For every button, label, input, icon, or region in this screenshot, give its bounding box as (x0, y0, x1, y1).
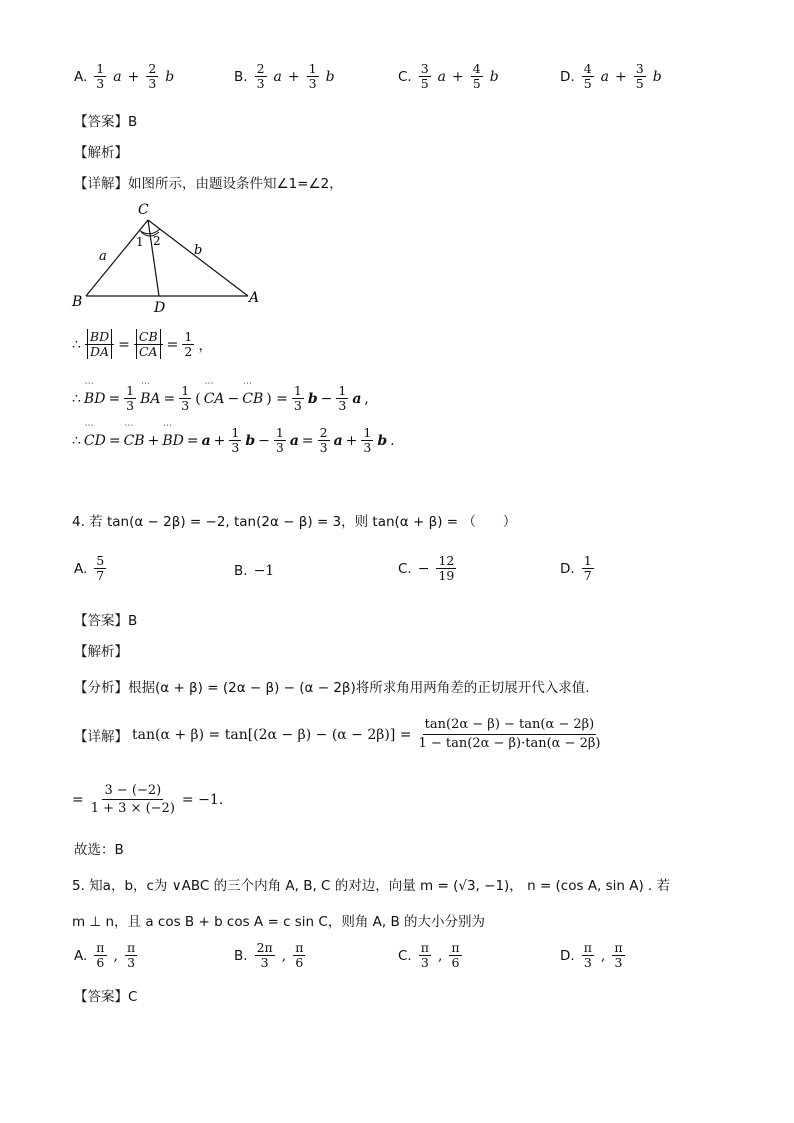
q4-option-d: D. $\frac{1}{7}$ (560, 553, 592, 583)
q4-analysis-label: 【解析】 (74, 644, 128, 660)
angle-2-label: 2 (153, 234, 161, 248)
fraction: $\frac{1}{3}$ (96, 61, 105, 91)
fraction: $\frac{3}{5}$ (635, 61, 644, 91)
q5-option-c: C. $\frac{\pi}{3}$ , $\frac{\pi}{6}$ (398, 940, 460, 970)
q4-option-c: C. − $\frac{12}{19}$ (398, 553, 455, 583)
triangle-figure (66, 198, 276, 314)
fraction: $\frac{1}{3}$ (308, 61, 317, 91)
q5-answer: 【答案】C (74, 989, 138, 1005)
side-b: b (194, 243, 203, 258)
fraction: $\frac{2}{3}$ (148, 61, 157, 91)
q5-stem-line2: m ⊥ n，且 a cos B + b cos A = c sin C，则角 A, B 的大小分别为 (72, 914, 485, 930)
q4-fenxi: 【分析】根据(α + β) = (2α − β) − (α − 2β)将所求角用两角差的正切展开代入求值. (74, 680, 590, 696)
q4-option-a: A. $\frac{5}{7}$ (74, 553, 105, 583)
q3-answer: 【答案】B (74, 114, 138, 130)
q4-result: = $\frac{3 - (-2)}{1 + 3 \times (-2)}$ = −1. (72, 783, 224, 816)
angle-1-label: 1 (136, 235, 144, 249)
q4-stem: 4. 若 tan(α − 2β) = −2, tan(2α − β) = 3，则 tan(α + β) = （ ） (72, 514, 517, 530)
q3-analysis-label: 【解析】 (74, 145, 128, 161)
option-letter: D. (560, 68, 575, 85)
q4-detail: 【详解】 tan(α + β) = tan[(2α − β) − (α − 2β)] = $\frac{\tan(2\alpha - \beta) - \tan(\alpha - 2\beta)}{1 - \tan(2\alpha - \beta)\cdot\tan(\alpha - 2\beta)}$ (74, 717, 601, 751)
vertex-a: A (249, 290, 260, 306)
q3-detail: 【详解】如图所示，由题设条件知∠1=∠2， (74, 176, 343, 192)
fraction: $\frac{3}{5}$ (420, 61, 429, 91)
option-letter: B. (234, 68, 248, 85)
q4-option-b: B. −1 (234, 563, 275, 579)
q5-option-b: B. $\frac{2\pi}{3}$ , $\frac{\pi}{6}$ (234, 940, 304, 970)
q5-stem-line1: 5. 知a，b，c为 ∨ABC 的三个内角 A, B, C 的对边，向量 m = (√3, −1)， n = (cos A, sin A) . 若 (72, 878, 671, 894)
fraction: $\frac{2}{3}$ (256, 61, 265, 91)
q4-answer: 【答案】B (74, 613, 138, 629)
q3-option-d: D. $\frac{4}{5}$ a + $\frac{3}{5}$ b (560, 61, 662, 91)
q3-step-cd: ∴ ``` CD = ``` CB + ``` BD = a + $\frac{1}{3}$ b − $\frac{1}{3}$ a = $\frac{2}{3}$ a + $\frac{1}{3}$ b . (72, 426, 395, 455)
side-a: a (99, 249, 107, 264)
q3-step-ratio: ∴ $\frac{BD}{DA}$ = $\frac{CB}{CA}$ = $\frac{1}{2}$ ， (72, 329, 213, 359)
q3-option-c: C. $\frac{3}{5}$ a + $\frac{4}{5}$ b (398, 61, 499, 91)
option-letter: C. (398, 68, 412, 85)
fraction: $\frac{4}{5}$ (472, 61, 481, 91)
option-letter: A. (74, 68, 88, 85)
vertex-c: C (138, 202, 149, 218)
q5-option-a: A. $\frac{\pi}{6}$ , $\frac{\pi}{3}$ (74, 940, 136, 970)
q4-choice: 故选：B (74, 842, 124, 858)
vertex-b: B (72, 294, 83, 310)
q5-option-d: D. $\frac{\pi}{3}$ , $\frac{\pi}{3}$ (560, 940, 623, 970)
q3-option-b: B. $\frac{2}{3}$ a + $\frac{1}{3}$ b (234, 61, 335, 91)
vertex-d: D (154, 300, 166, 314)
q3-step-bd: ∴ ``` BD = $\frac{1}{3}$ ``` BA = $\frac{1}{3}$ ( ``` CA − ``` CB ) = $\frac{1}{3}$ b − $\frac{1}{3}$ a , (72, 384, 369, 413)
q3-option-a: A. $\frac{1}{3}$ a + $\frac{2}{3}$ b (74, 61, 175, 91)
fraction: $\frac{4}{5}$ (583, 61, 592, 91)
